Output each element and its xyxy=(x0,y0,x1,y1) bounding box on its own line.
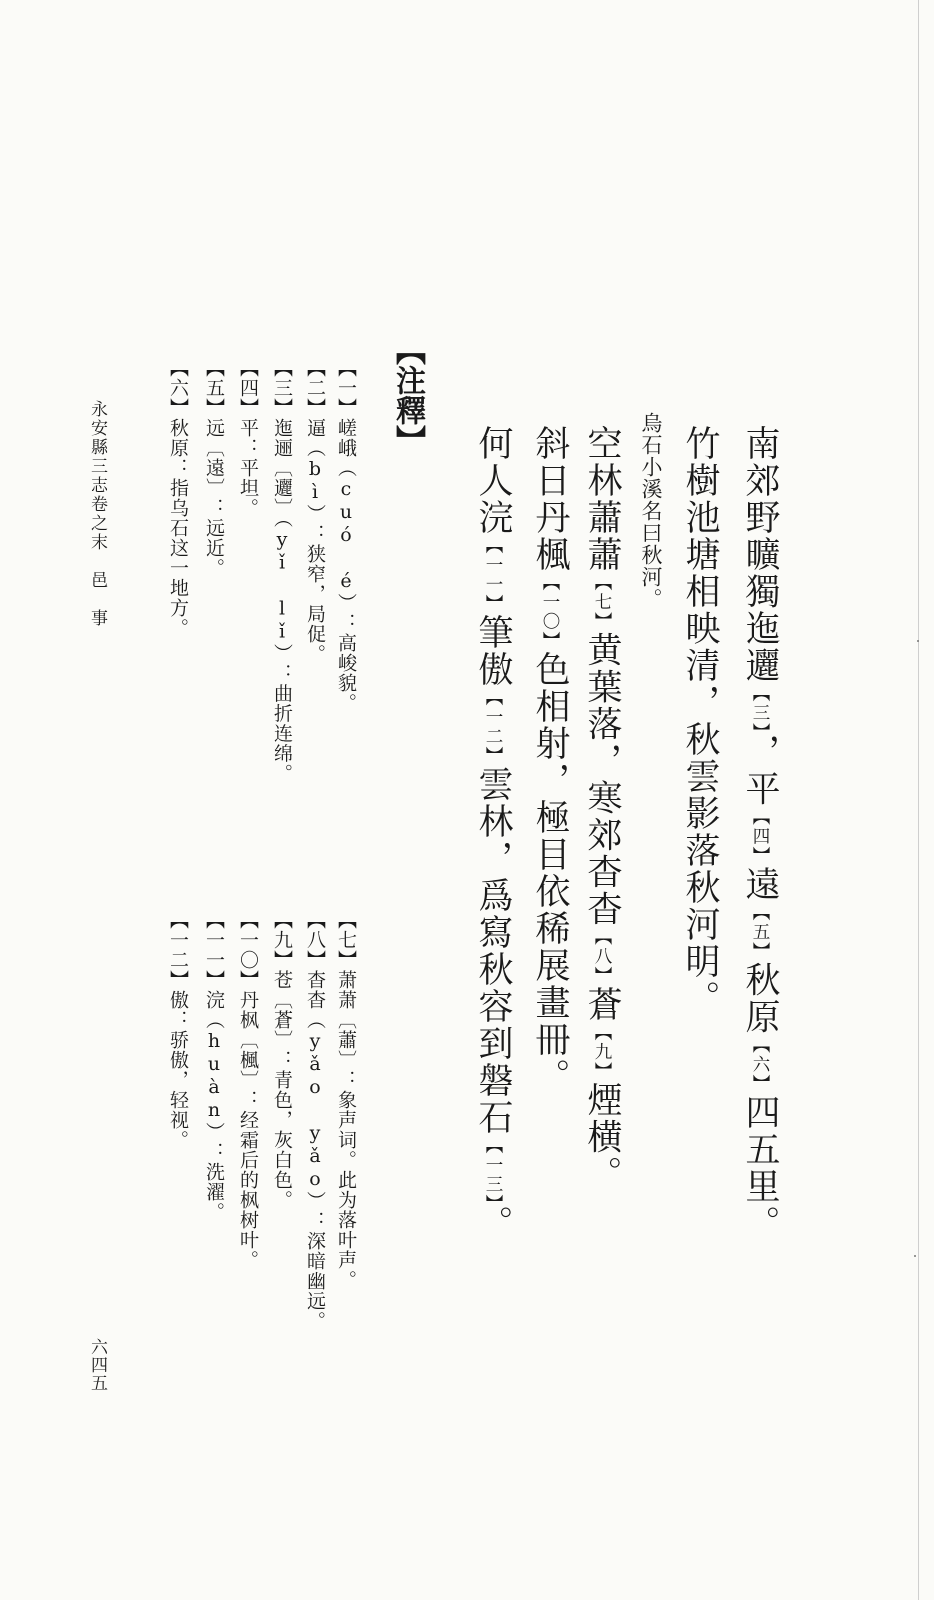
footnote-ref: 【五】 xyxy=(750,903,770,962)
poem-text: 南郊野曠獨迤邐 xyxy=(740,425,780,684)
footnote-ref: 【一三】 xyxy=(483,1136,503,1206)
poem-text: 四五里。 xyxy=(740,1094,780,1243)
note-item: 【一〇】丹枫〔楓〕：经霜后的枫树叶。 xyxy=(237,910,259,1270)
poem-line-3 xyxy=(582,425,622,1193)
note-item: 【九】苍〔蒼〕：青色，灰白色。 xyxy=(271,910,293,1210)
poem-text: 色相射，極目依稀展畫冊。 xyxy=(530,651,570,1095)
poem-text: 筆傲 xyxy=(473,614,513,688)
note-item: 【六】秋原：指乌石这一地方。 xyxy=(167,358,189,638)
poem-text: 何人浣 xyxy=(473,425,513,536)
footnote-ref: 【七】 xyxy=(592,573,612,632)
page-number: 六四五 xyxy=(87,1338,107,1392)
poem-text: 黄葉落，寒郊杳杳 xyxy=(582,631,622,928)
note-item: 【一一】浣（huàn）：洗濯。 xyxy=(203,910,225,1222)
poem-line-2 xyxy=(680,425,720,1017)
note-item: 【二】逼（bì）：狭窄，局促。 xyxy=(304,358,326,664)
scan-speck xyxy=(914,1255,916,1257)
running-header: 永安縣三志卷之末 邑 事 xyxy=(87,400,107,628)
note-item: 【七】萧萧〔蕭〕：象声词。此为落叶声。 xyxy=(335,910,357,1290)
notes-heading: 【注釋】 xyxy=(390,335,425,455)
poem-prose-note: 烏石小溪名曰秋河。 xyxy=(639,412,663,610)
poem-text: 斜日丹楓 xyxy=(530,425,570,573)
footnote-ref: 【六】 xyxy=(750,1035,770,1095)
poem-line-5 xyxy=(473,425,513,1243)
poem-line-1 xyxy=(740,425,780,1243)
poem-line-4 xyxy=(530,425,570,1095)
page-edge xyxy=(918,0,919,1600)
footnote-ref: 【一〇】 xyxy=(540,573,560,651)
footnote-ref: 【四】 xyxy=(750,807,770,867)
note-item: 【四】平：平坦。 xyxy=(237,358,259,518)
poem-text: 煙横。 xyxy=(582,1081,622,1193)
note-item: 【一】嵯峨（cuó é）：高峻貌。 xyxy=(335,358,357,713)
note-item: 【三】迤逦〔邐〕（yǐ lǐ）：曲折连绵。 xyxy=(271,358,293,784)
note-item: 【五】远〔遠〕：远近。 xyxy=(203,358,225,578)
poem-text: 雲林，爲寫秋容到磐石 xyxy=(473,766,513,1136)
footnote-ref: 【九】 xyxy=(592,1023,612,1082)
footnote-ref: 【一二】 xyxy=(483,688,503,766)
poem-text: ，平 xyxy=(740,733,780,808)
footnote-ref: 【三】 xyxy=(750,684,770,734)
poem-text: 空林蕭蕭 xyxy=(582,425,622,573)
footnote-ref: 【一一】 xyxy=(483,536,503,614)
note-item: 【一二】傲：骄傲，轻视。 xyxy=(167,910,189,1150)
poem-text: 秋原 xyxy=(740,961,780,1036)
poem-text: 。 xyxy=(473,1205,513,1243)
scan-speck xyxy=(917,640,919,642)
poem-text: 竹樹池塘相映清，秋雲影落秋河明。 xyxy=(680,425,720,1017)
poem-text: 遠 xyxy=(740,866,780,904)
poem-text: 蒼 xyxy=(582,986,622,1023)
footnote-ref: 【八】 xyxy=(592,927,612,986)
note-item: 【八】杳杳（yǎo yǎo）：深暗幽远。 xyxy=(304,910,326,1331)
